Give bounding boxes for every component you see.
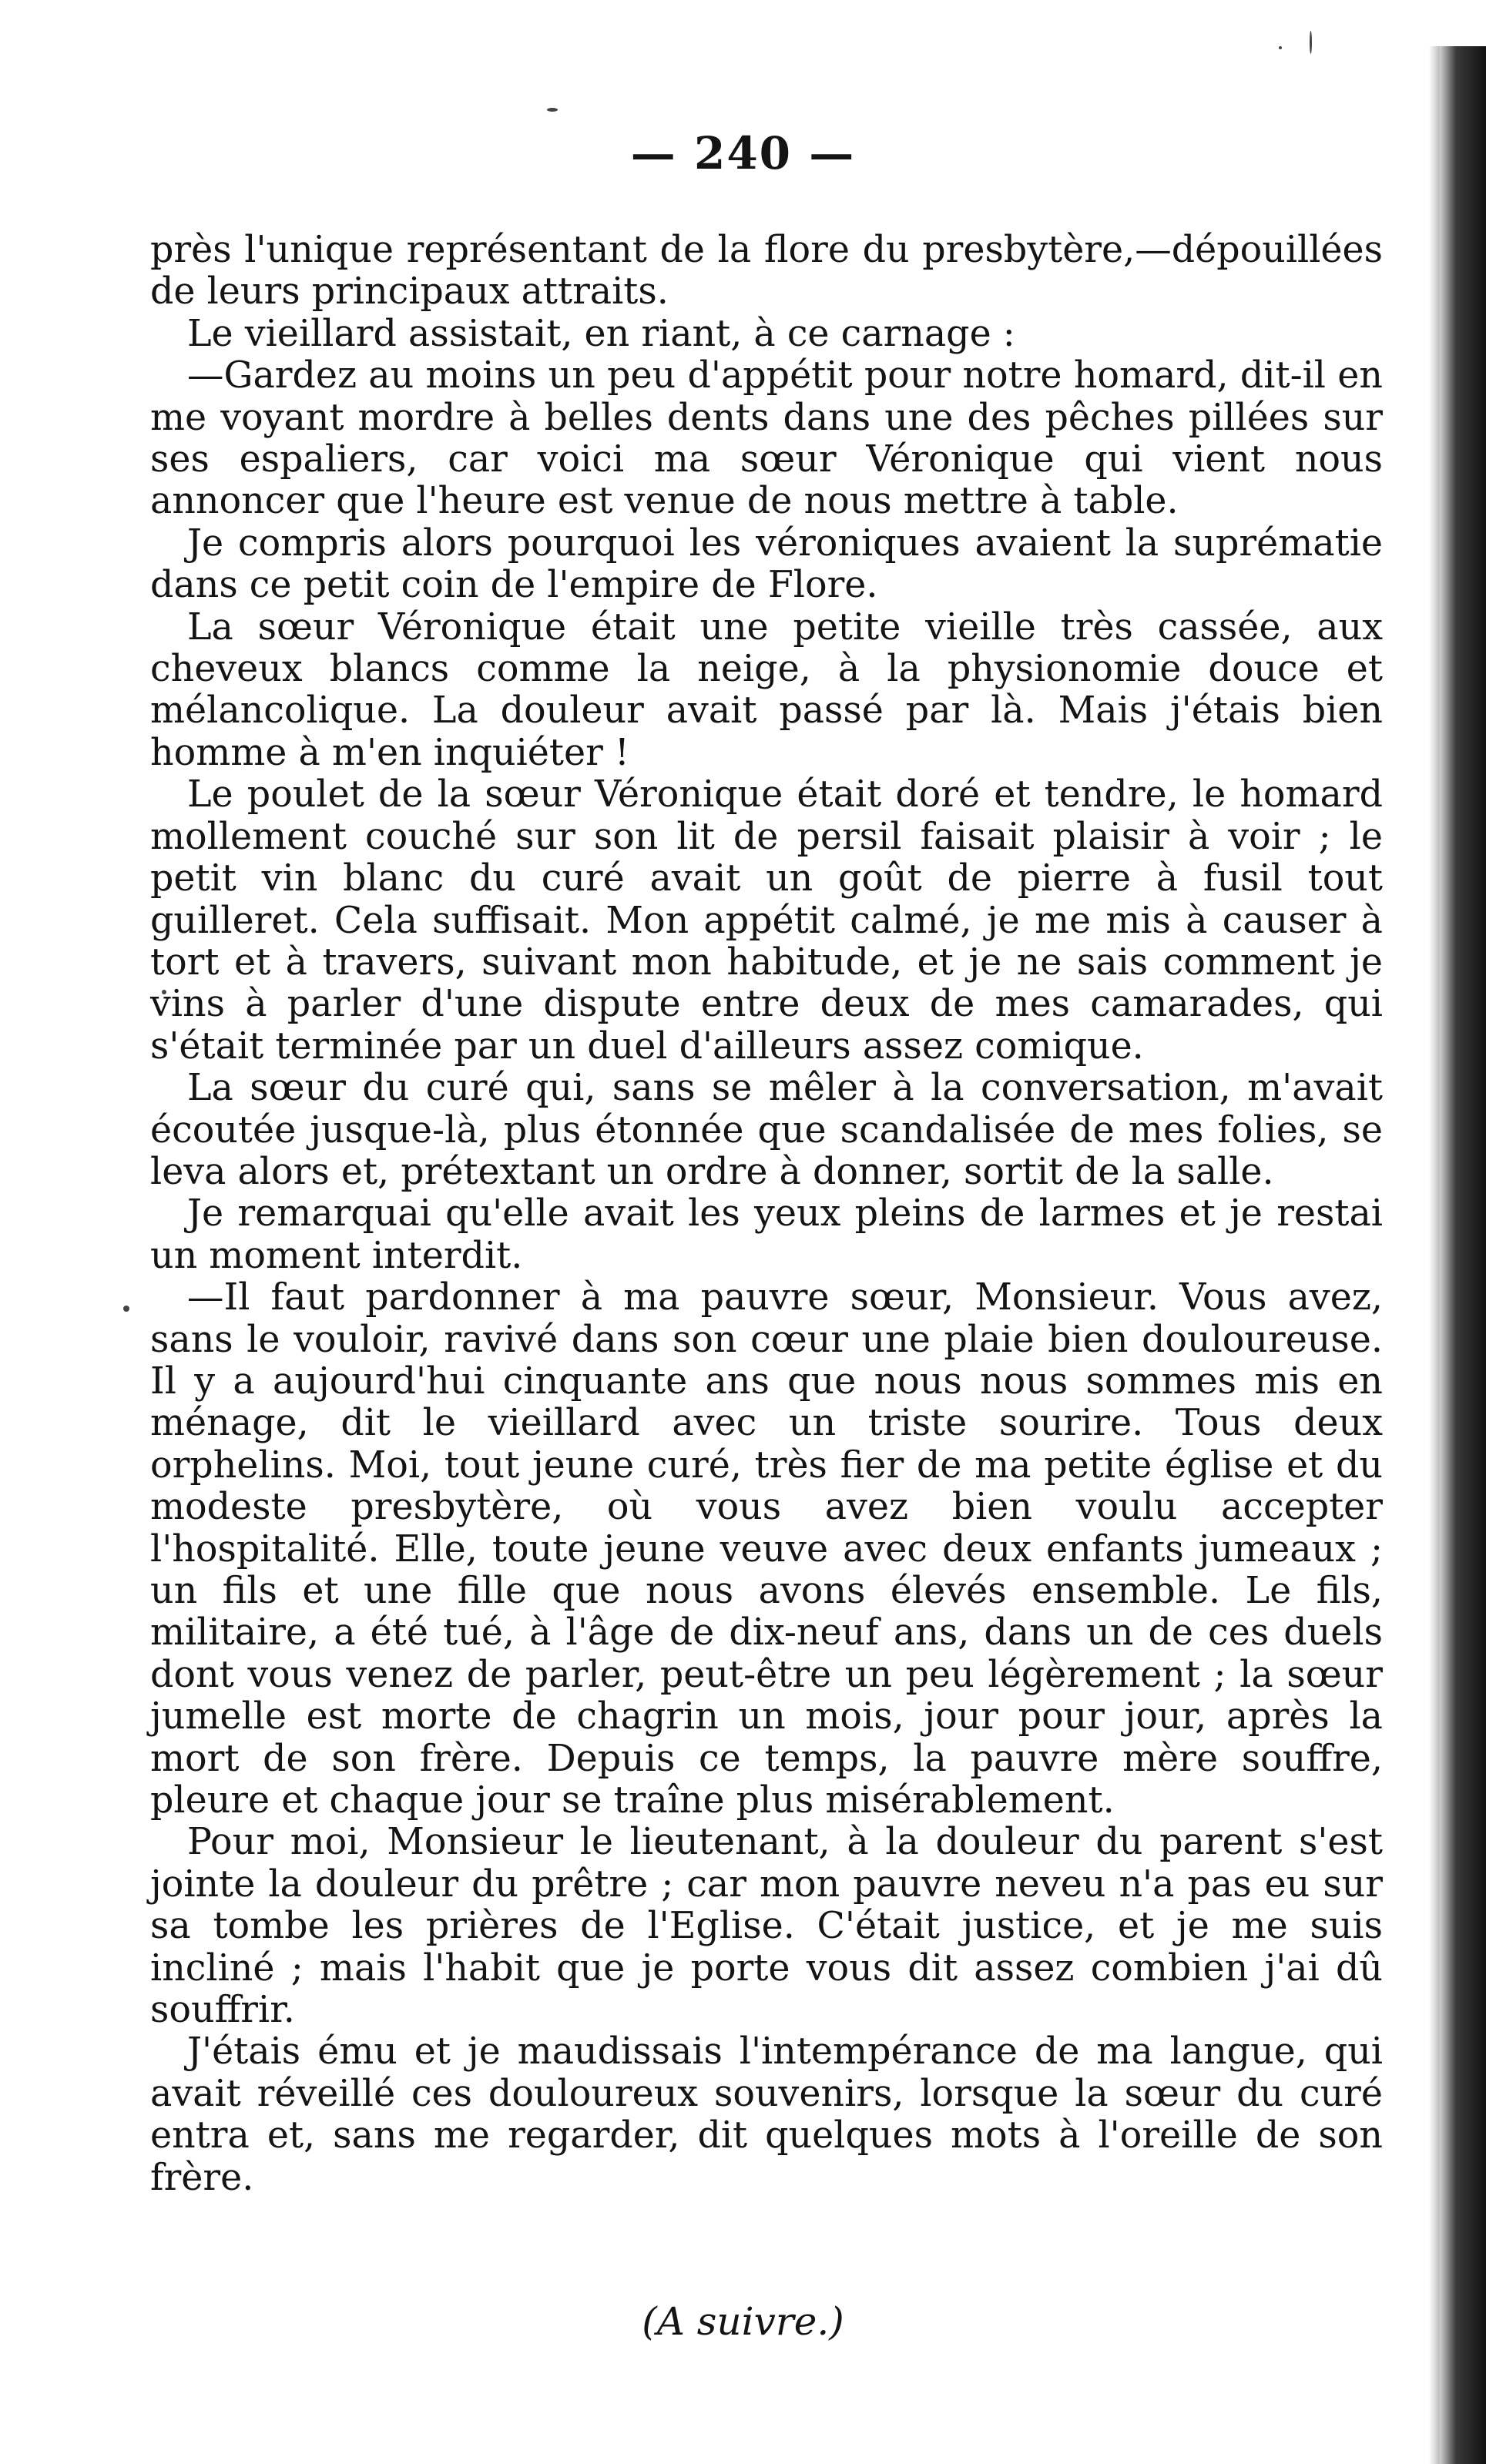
paragraph: La sœur du curé qui, sans se mêler à la conversation, m'avait écoutée jusque-là, plus étonnée que scandalisée de mes folies, se leva alors et, prétextant un ordre à donner, sortit de la salle. (150, 1067, 1383, 1193)
body-text (150, 230, 1383, 2199)
paragraph: —Gardez au moins un peu d'appétit pour notre homard, dit-il en me voyant mordre à belles dents dans une des pêches pillées sur ses espaliers, car voici ma sœur Véronique qui vient nous annoncer que l'heure est venue de nous mettre à table. (150, 354, 1383, 523)
paragraph: La sœur Véronique était une petite vieille très cassée, aux cheveux blancs comme la neige, à la physionomie douce et mélancolique. La douleur avait passé par là. Mais j'étais bien homme à m'en inquiéter ! (150, 605, 1383, 774)
page-binding-shadow (1429, 46, 1440, 2464)
scan-speck (547, 108, 558, 112)
paragraph: —Il faut pardonner à ma pauvre sœur, Monsieur. Vous avez, sans le vouloir, ravivé dans son cœur une plaie bien douloureuse. Il y a aujourd'hui cinquante ans que nous nous sommes mis en ménage, dit le vieillard avec un triste sourire. Tous deux orphelins. Moi, tout jeune curé, très fier de ma petite église et du modeste presbytère, où vous avez bien voulu accepter l'hospitalité. Elle, toute jeune veuve avec deux enfants jumeaux ; un fils et une fille que nous avons élevés ensemble. Le fils, militaire, a été tué, à l'âge de dix-neuf ans, dans un de ces duels dont vous venez de parler, peut-être un peu légèrement ; la sœur jumelle est morte de chagrin un mois, jour pour jour, après la mort de son frère. Depuis ce temps, la pauvre mère souffre, pleure et chaque jour se traîne plus misérablement. (150, 1276, 1383, 1822)
paragraph: J'étais ému et je maudissais l'intempérance de ma langue, qui avait réveillé ces douloureux souvenirs, lorsque la sœur du curé entra et, sans me regarder, dit quelques mots à l'oreille de son frère. (150, 2030, 1383, 2199)
paragraph: Le vieillard assistait, en riant, à ce carnage : (187, 312, 1015, 355)
to-be-continued: (A suivre.) (642, 2299, 844, 2344)
page-number: — 240 — (630, 127, 856, 179)
page-binding-edge (1440, 46, 1486, 2464)
scan-speck (1310, 31, 1312, 54)
paragraph: Pour moi, Monsieur le lieutenant, à la douleur du parent s'est jointe la douleur du prêtre ; car mon pauvre neveu n'a pas eu sur sa tombe les prières de l'Eglise. C'était justice, et je me suis incliné ; mais l'habit que je porte vous dit assez combien j'ai dû souffrir. (150, 1821, 1383, 2032)
paragraph: Je remarquai qu'elle avait les yeux pleins de larmes et je restai un moment interdit. (150, 1192, 1383, 1277)
paragraph: près l'unique représentant de la flore du presbytère,—dépouillées de leurs principaux attraits. (150, 229, 1383, 313)
scan-speck (123, 1306, 129, 1312)
paragraph: Je compris alors pourquoi les véroniques avaient la suprématie dans ce petit coin de l'empire de Flore. (150, 521, 1383, 607)
scan-speck (1279, 46, 1282, 49)
paragraph: Le poulet de la sœur Véronique était doré et tendre, le homard mollement couché sur son lit de persil faisait plaisir à voir ; le petit vin blanc du curé avait un goût de pierre à fusil tout guilleret. Cela suffisait. Mon appétit calmé, je me mis à causer à tort et à travers, suivant mon habitude, et je ne sais comment je vins à parler d'une dispute entre deux de mes camarades, qui s'était terminée par un duel d'ailleurs assez comique. (150, 773, 1383, 1068)
